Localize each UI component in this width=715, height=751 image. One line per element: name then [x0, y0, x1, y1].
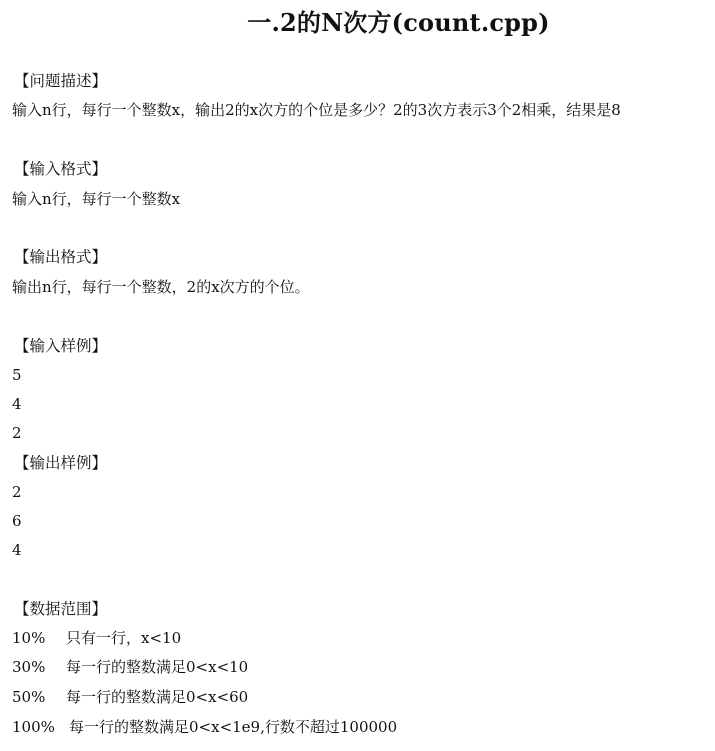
data-range-percent: 10%	[12, 629, 46, 647]
data-range-desc: 每一行的整数满足0<x<1e9,行数不超过100000	[69, 718, 398, 736]
data-range-heading: 【数据范围】	[14, 600, 108, 618]
input-format-heading: 【输入格式】	[14, 160, 108, 178]
data-range-row	[12, 656, 248, 678]
data-range-desc: 每一行的整数满足0<x<10	[66, 658, 249, 676]
data-range-desc: 只有一行，x<10	[66, 629, 182, 647]
data-range-row	[12, 686, 248, 708]
data-range-row	[12, 716, 397, 738]
description-text: 输入n行，每行一个整数x，输出2的x次方的个位是多少？2的3次方表示3个2相乘，结果是8	[12, 101, 621, 119]
description-heading: 【问题描述】	[14, 72, 108, 90]
data-range-desc: 每一行的整数满足0<x<60	[66, 688, 249, 706]
output-format-text: 输出n行，每行一个整数，2的x次方的个位。	[12, 278, 310, 296]
data-range-percent: 50%	[12, 688, 46, 706]
problem-title: 一.2的N次方(count.cpp)	[247, 8, 550, 37]
output-sample-line: 4	[12, 541, 22, 559]
input-sample-line: 5	[12, 366, 22, 384]
output-sample-heading: 【输出样例】	[14, 454, 108, 472]
data-range-row	[12, 627, 181, 649]
output-sample-line: 2	[12, 483, 22, 501]
input-format-text: 输入n行，每行一个整数x	[12, 190, 181, 208]
input-sample-heading: 【输入样例】	[14, 337, 108, 355]
output-format-heading: 【输出格式】	[14, 248, 108, 266]
data-range-percent: 30%	[12, 658, 46, 676]
data-range-percent: 100%	[12, 718, 55, 736]
input-sample-line: 2	[12, 424, 22, 442]
output-sample-line: 6	[12, 512, 22, 530]
input-sample-line: 4	[12, 395, 22, 413]
